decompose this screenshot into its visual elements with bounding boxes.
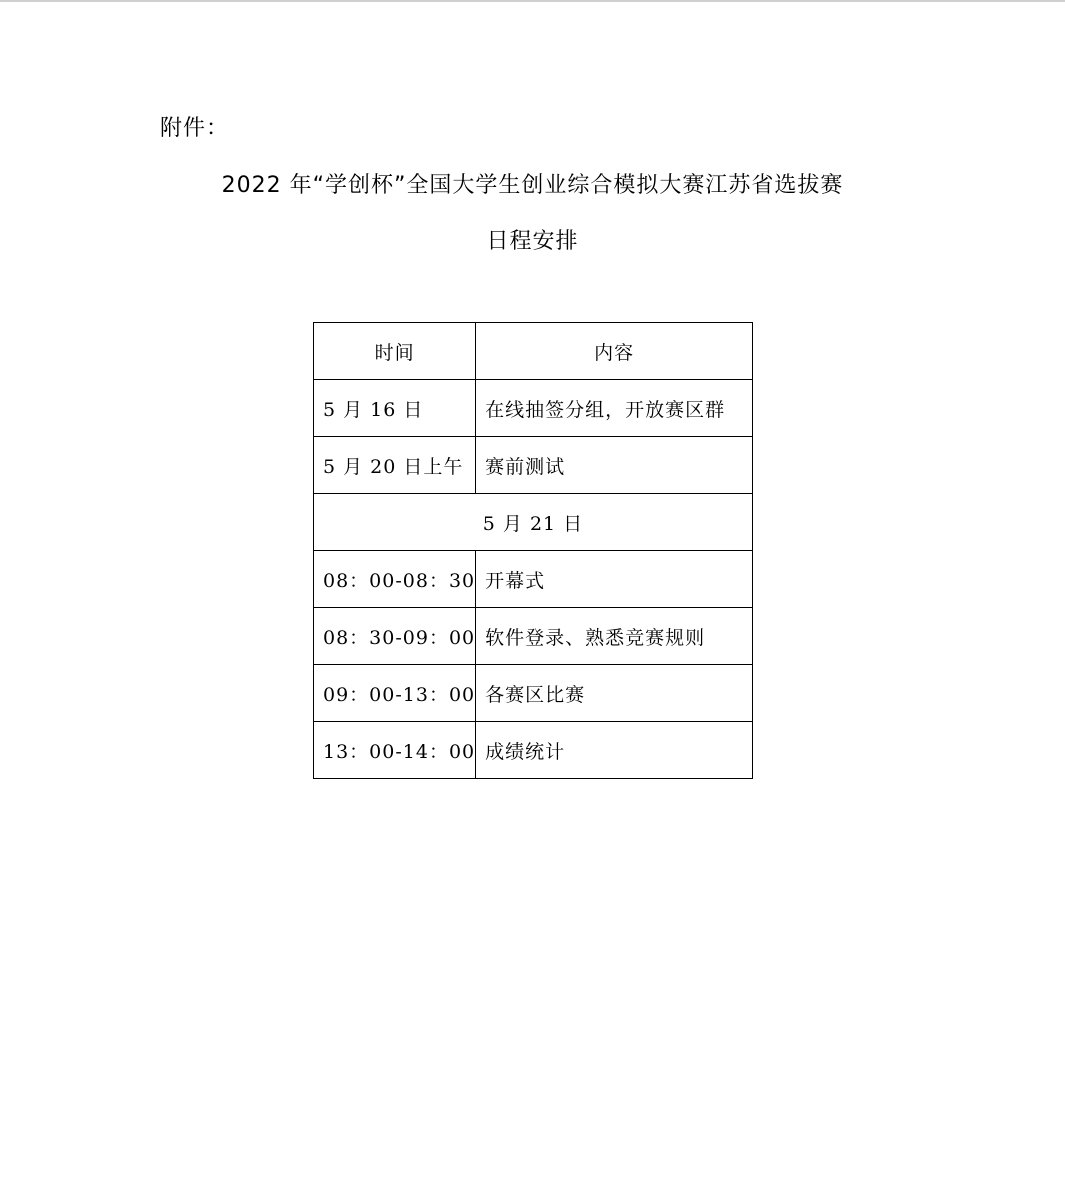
table-row <box>314 551 753 608</box>
schedule-table <box>313 322 753 779</box>
time-cell: 08：30-09：00 <box>314 608 476 665</box>
content-cell: 成绩统计 <box>476 722 753 779</box>
column-header-content: 内容 <box>476 323 753 380</box>
content-cell: 赛前测试 <box>476 437 753 494</box>
time-cell: 08：00-08：30 <box>314 551 476 608</box>
document-title: 2022 年“学创杯”全国大学生创业综合模拟大赛江苏省选拔赛 <box>221 173 844 198</box>
time-cell: 5 月 16 日 <box>314 380 476 437</box>
time-cell: 09：00-13：00 <box>314 665 476 722</box>
content-cell: 开幕式 <box>476 551 753 608</box>
table-header-row <box>314 323 753 380</box>
table-row <box>314 608 753 665</box>
content-cell: 各赛区比赛 <box>476 665 753 722</box>
content-cell: 在线抽签分组，开放赛区群 <box>476 380 753 437</box>
table-row <box>314 665 753 722</box>
time-cell: 5 月 20 日上午 <box>314 437 476 494</box>
column-header-time: 时间 <box>314 323 476 380</box>
table-row-date-span <box>314 494 753 551</box>
table-row <box>314 722 753 779</box>
table-row <box>314 437 753 494</box>
page-top-border <box>0 0 1065 2</box>
attachment-label: 附件： <box>160 116 230 141</box>
time-cell: 13：00-14：00 <box>314 722 476 779</box>
table-row <box>314 380 753 437</box>
date-span-cell: 5 月 21 日 <box>314 494 753 551</box>
content-cell: 软件登录、熟悉竞赛规则 <box>476 608 753 665</box>
document-subtitle: 日程安排 <box>486 229 579 254</box>
